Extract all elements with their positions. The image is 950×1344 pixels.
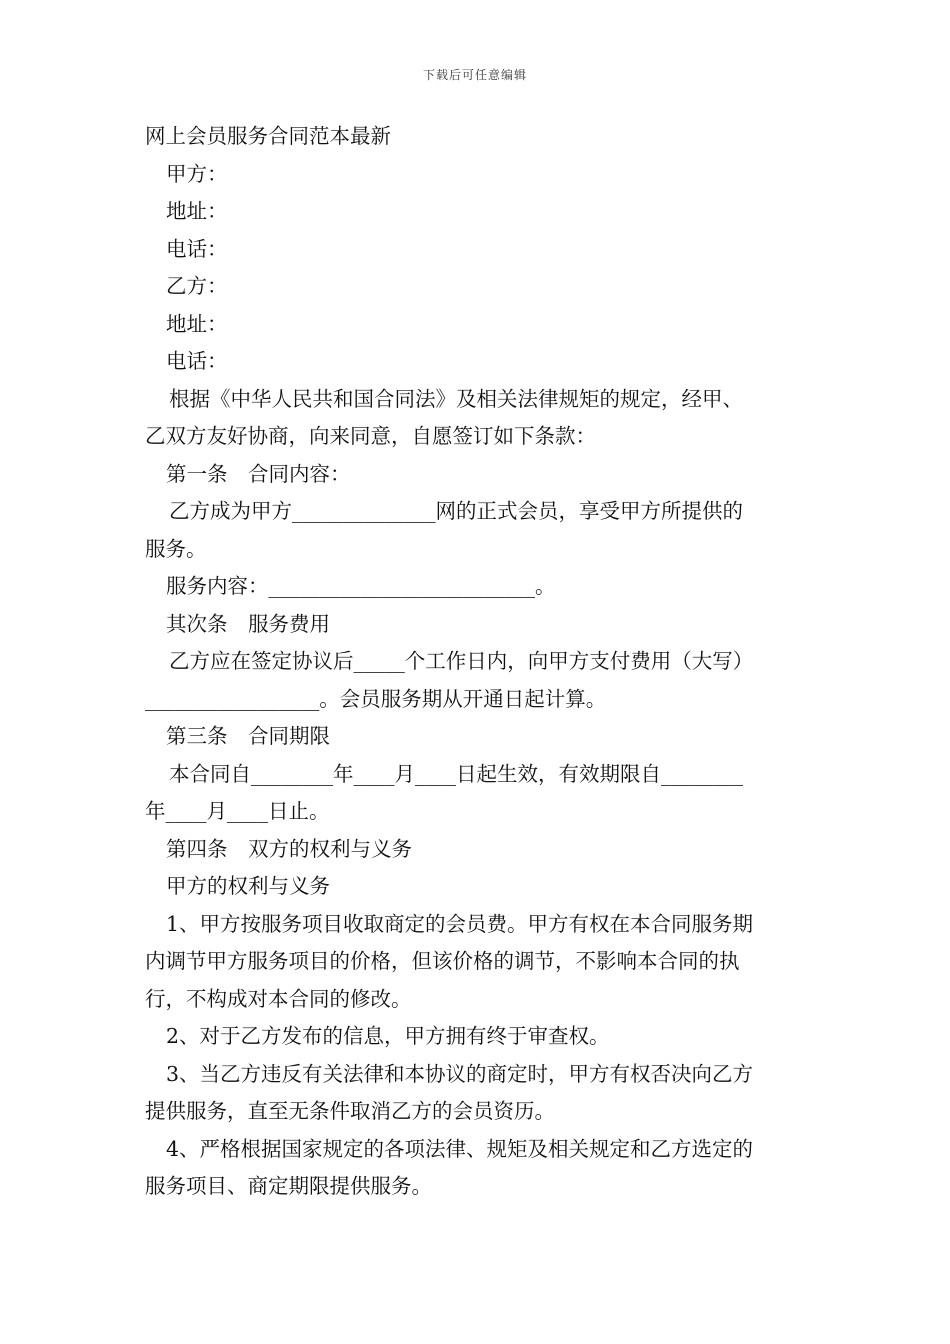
- item-1-line-3: 行，不构成对本合同的修改。: [145, 986, 412, 1011]
- document-body: [145, 118, 807, 1206]
- party-a-rights-heading: 甲方的权利与义务: [166, 874, 330, 898]
- item-3-line-2: 提供服务，直至无条件取消乙方的会员资历。: [145, 1099, 555, 1123]
- party-a-phone: 电话：: [166, 236, 228, 261]
- article-1-service-content: 服务内容：__________________________。: [166, 574, 556, 598]
- header-note: 下载后可任意编辑: [422, 68, 527, 82]
- article-4-heading: 第四条 双方的权利与义务: [166, 836, 412, 861]
- article-3-heading: 第三条 合同期限: [166, 724, 330, 748]
- preamble-line-1: 根据《中华人民共和国合同法》及相关法律规矩的规定，经甲、: [169, 386, 743, 411]
- item-3-line-1: 3、当乙方违反有关法律和本协议的商定时，甲方有权否决向乙方: [166, 1061, 754, 1086]
- party-a-address: 地址：: [166, 199, 228, 223]
- article-1-para-1-line-2: 服务。: [145, 536, 207, 561]
- article-3-para-line-1: 本合同自________年____月____日起生效，有效期限自________: [169, 761, 743, 786]
- item-4-line-1: 4、严格根据国家规定的各项法律、规矩及相关规定和乙方选定的: [166, 1136, 754, 1161]
- party-b-address: 地址：: [166, 311, 228, 336]
- party-b-label: 乙方：: [166, 274, 228, 298]
- article-1-heading: 第一条 合同内容：: [166, 461, 351, 486]
- item-1-line-2: 内调节甲方服务项目的价格，但该价格的调节，不影响本合同的执: [145, 949, 740, 973]
- article-2-para-line-1: 乙方应在签定协议后_____个工作日内，向甲方支付费用（大写）: [169, 649, 754, 673]
- article-2-heading: 其次条 服务费用: [166, 611, 330, 636]
- article-2-para-line-2: _________________。会员服务期从开通日起计算。: [145, 686, 607, 711]
- document-title: 网上会员服务合同范本最新: [145, 124, 391, 148]
- party-b-phone: 电话：: [166, 349, 228, 373]
- party-a-label: 甲方：: [166, 161, 228, 186]
- preamble-line-2: 乙双方友好协商，向来同意，自愿签订如下条款：: [145, 424, 596, 448]
- article-3-para-line-2: 年____月____日止。: [145, 799, 330, 823]
- item-1-line-1: 1、甲方按服务项目收取商定的会员费。甲方有权在本合同服务期: [166, 911, 754, 936]
- article-1-para-1-line-1: 乙方成为甲方______________网的正式会员，享受甲方所提供的: [169, 499, 743, 523]
- item-4-line-2: 服务项目、商定期限提供服务。: [145, 1174, 432, 1198]
- item-2: 2、对于乙方发布的信息，甲方拥有终于审查权。: [166, 1024, 610, 1048]
